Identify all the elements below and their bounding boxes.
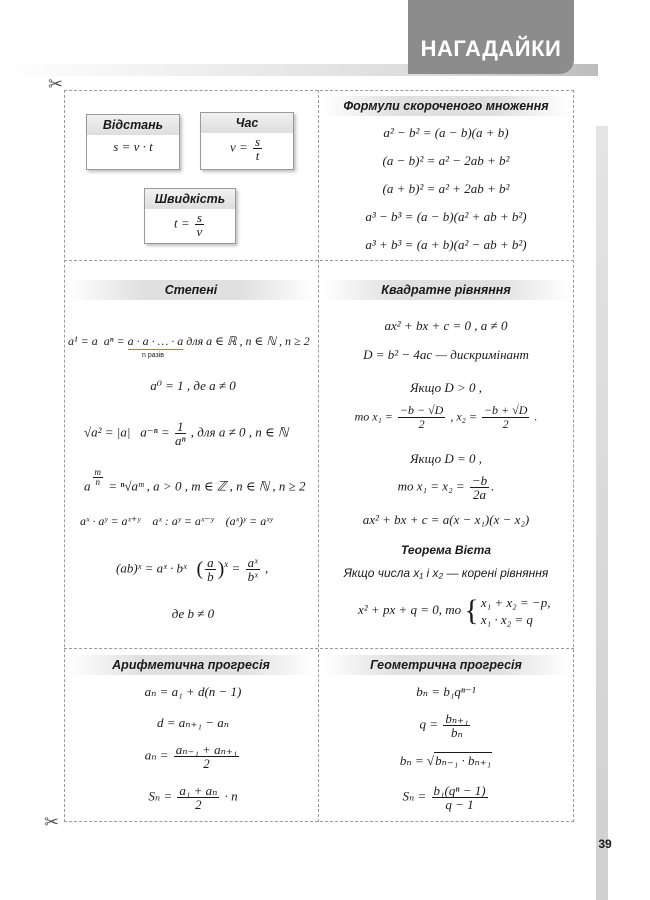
powers-pow-rule: (aˣ)ʸ = aˣʸ [225,514,273,528]
powers-quot-rhs [246,556,260,583]
powers-title: Степені [68,280,314,300]
vieta-system [481,594,551,628]
speed-den: v [196,224,203,239]
vieta-text: Якщо числа x₁ і x₂ — корені рівняння [343,566,549,580]
arith-f4-den: 2 [195,797,202,812]
powers-line-4 [84,468,318,494]
powers-neg-fraction [175,420,186,447]
geom-formula-4 [322,784,570,811]
arith-formula-4 [68,784,318,811]
short-mult-title: Формули скороченого множення [322,96,570,116]
quadratic-x2-num: −b + √D [483,403,528,417]
time-num: s [254,134,261,149]
powers-mult-rule: aˣ · aʸ = aˣ⁺ʸ [80,514,141,528]
vieta-title: Теорема Вієта [400,543,491,557]
time-fraction [253,135,262,162]
speed-formula [145,209,235,238]
arith-formula-3 [68,743,318,770]
short-mult-formula-4: a³ − b³ = (a − b)(a² + ab + b²) [365,209,527,224]
geom-f4-num: b₁(qⁿ − 1) [433,783,486,798]
row-divider-2 [64,648,574,649]
powers-quot-den: b [207,569,214,584]
geom-title: Геометрична прогресія [322,655,570,675]
quadratic-double-fraction [470,474,489,501]
powers-sqrt-abs: √a² = |a| [84,424,131,440]
geom-f2-lhs: q = [419,716,439,732]
quadratic-line-6: то x₁ = x₂ = $\frac{-b}{2a}$ . [397,473,495,502]
powers-neg-domain: , для a ≠ 0 , n ∈ ℕ [190,424,289,440]
time-box [200,112,294,170]
quadratic-x1-fraction [398,404,445,431]
time-lhs: v = [229,139,248,155]
powers-product [128,334,184,350]
arith-formula-1: aₙ = a₁ + d(n − 1) [144,684,242,699]
arith-f4-rhs: · n [224,788,238,804]
arith-f4-lhs: Sₙ = [148,788,173,804]
arith-formula-2: d = aₙ₊₁ − aₙ [157,715,229,730]
powers-line-3 [84,420,318,447]
quadratic-x1-den: 2 [418,417,425,431]
geom-f2-fraction [443,712,470,739]
speed-title: Швидкість [145,189,235,209]
geom-f4-fraction [432,784,488,811]
short-mult-formula-5: a³ + b³ = (a + b)(a² − ab + b²) [365,237,527,252]
quadratic-title: Квадратне рівняння [322,280,570,300]
arith-f3-den: 2 [203,756,210,771]
scissors-icon: ✂ [44,812,60,833]
geom-f4-den: q − 1 [445,797,474,812]
vieta-eq-text: x² + px + q = 0, то [358,601,462,617]
geom-f2-num: bₙ₊₁ [445,711,469,726]
quadratic-line-7: ax² + bx + c = a(x − x₁)(x − x₂) [362,512,530,527]
quadratic-double-root: то x₁ = x₂ = [397,478,465,494]
geom-formula-3: bₙ = √bₙ₋₁ · bₙ₊₁ [399,753,492,768]
short-mult-formula-3: (a + b)² = a² + 2ab + b² [382,181,510,196]
right-margin-strip [596,126,608,900]
scissors-icon: ✂ [48,74,64,95]
row-divider-1 [64,260,574,261]
distance-box [86,114,180,170]
powers-product-rule: (ab)ˣ = aˣ · bˣ [116,560,187,576]
time-den: t [255,148,260,163]
vieta-brace: { [464,594,479,627]
quadratic-x2: , x₂ = [450,409,477,424]
powers-div-rule: aˣ : aʸ = aˣ⁻ʸ [152,514,214,528]
quadratic-line-5: Якщо D = 0 , [409,451,482,466]
powers-n-times: n разів [142,352,165,359]
quadratic-line-4: то x₁ = $\frac{-b - √D}{2}$ , x₂ = $\frac{-b + √D}{2}$ . [354,403,538,431]
geom-f2-den: bₙ [451,725,463,740]
geom-f3-lhs: bₙ = [399,753,424,768]
arith-f3-fraction [174,743,240,770]
quadratic-x1-num: −b − √D [399,403,444,417]
powers-quot-fraction [205,556,216,583]
powers-rational-rhs: = ⁿ√aᵐ , a > 0 , m ∈ ℤ , n ∈ ℕ , n ≥ 2 [108,478,306,494]
powers-line-2: a⁰ = 1 , де a ≠ 0 [150,378,236,393]
arith-f3-num: aₙ₋₁ + aₙ₊₁ [175,742,238,757]
powers-neg-num: 1 [175,420,186,434]
time-title: Час [201,113,293,133]
column-divider [318,90,319,822]
powers-domain: для a ∈ ℝ , n ∈ ℕ , n ≥ 2 [186,334,310,348]
powers-line-1 [68,334,318,350]
quadratic-to: то [354,409,370,424]
powers-neg-den: aⁿ [174,433,186,448]
short-mult-formula-1: a² − b² = (a − b)(a + b) [383,125,509,140]
short-mult-formula-2: (a − b)² = a² − 2ab + b² [382,153,510,168]
powers-rational-exp [93,468,104,487]
geom-f4-lhs: Sₙ = [402,788,427,804]
geom-formula-1: bₙ = b₁qⁿ⁻¹ [416,684,476,699]
powers-line-7: де b ≠ 0 [171,606,215,621]
powers-a1: a¹ = a [68,334,98,348]
quadratic-line-3: Якщо D > 0 , [409,380,482,395]
powers-an: aⁿ = [103,334,125,348]
powers-product-text: a · a · … · a [127,334,184,348]
powers-rational-base: a [84,478,91,494]
powers-line-6: (ab)ˣ = aˣ · bˣ ( $\frac{a}{b}$ )$^x$ = $\frac{\text{aˣ}}{\text{bˣ}}$ , [116,555,269,584]
geom-f3-radicand: bₙ₋₁ · bₙ₊₁ [435,753,492,768]
arith-f4-fraction [177,784,219,811]
quadratic-double-num: −b [471,473,488,488]
quadratic-x2-den: 2 [502,417,509,431]
quadratic-x1: x₁ = [372,409,393,424]
arith-title: Арифметична прогресія [68,655,314,675]
quadratic-double-den: 2a [473,487,486,502]
geom-formula-2 [322,712,570,739]
arith-f4-num: a₁ + aₙ [179,783,218,798]
powers-exp-den: n [95,477,100,487]
powers-neg-exp: a⁻ⁿ = [140,424,170,440]
powers-quot-num: a [207,555,214,570]
quadratic-x2-fraction [482,404,529,431]
speed-num: s [196,210,202,225]
arith-f3-lhs: aₙ = [144,747,169,763]
quadratic-line-1: ax² + bx + c = 0 , a ≠ 0 [384,318,508,333]
speed-box [144,188,236,244]
powers-line-5 [80,514,318,529]
distance-title: Відстань [87,115,179,135]
page-number: 39 [598,837,612,851]
distance-formula: s = v · t [113,139,153,154]
vieta-sum: x₁ + x₂ = −p, [480,595,551,610]
page-title: НАГАДАЙКИ [420,36,562,61]
vieta-product: x₁ · x₂ = q [480,612,533,627]
powers-quot-rhs-den: bˣ [247,569,258,584]
time-formula [201,133,293,162]
powers-quot-rhs-num: aˣ [247,555,258,570]
quadratic-line-2: D = b² − 4ac — дискримінант [363,347,529,362]
speed-lhs: t = [174,215,190,231]
speed-fraction [195,211,204,238]
powers-exp-num: m [94,467,101,477]
vieta-equation [358,594,570,628]
